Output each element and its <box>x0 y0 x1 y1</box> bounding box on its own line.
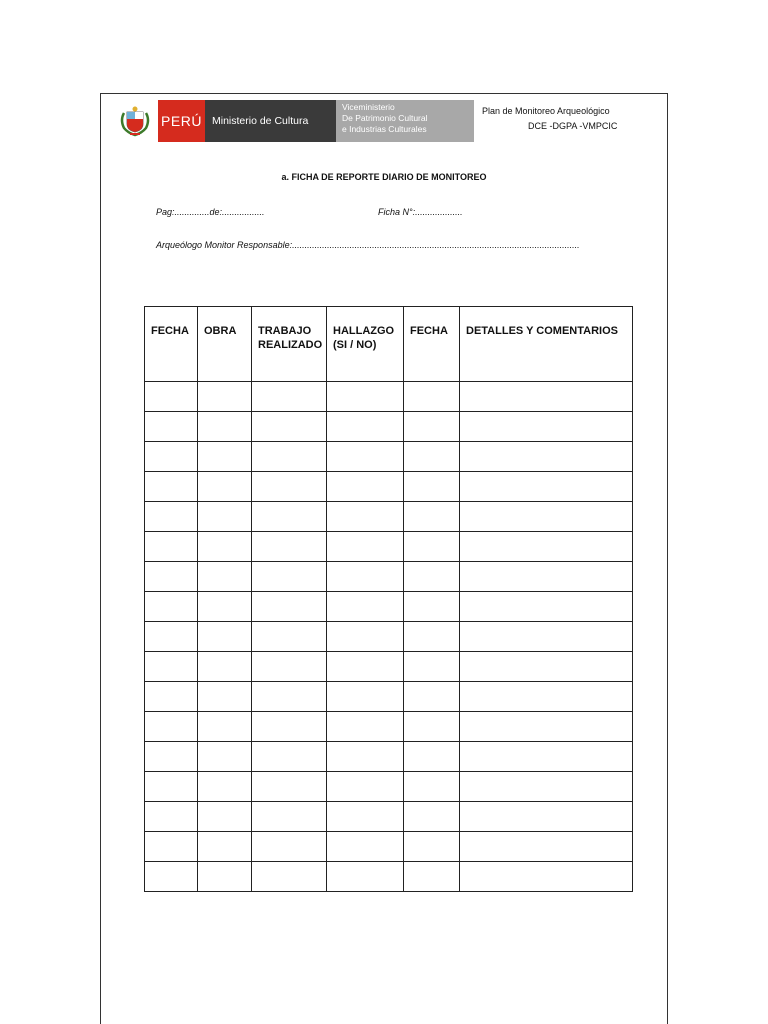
table-cell <box>404 682 460 712</box>
table-cell <box>460 472 633 502</box>
table-cell <box>327 712 404 742</box>
table-cell <box>145 712 198 742</box>
table-cell <box>404 592 460 622</box>
table-row <box>145 832 633 862</box>
table-cell <box>145 532 198 562</box>
table-cell <box>145 472 198 502</box>
table-cell <box>404 502 460 532</box>
table-cell <box>404 382 460 412</box>
table-cell <box>327 562 404 592</box>
table-row <box>145 742 633 772</box>
column-header-hallazgo: HALLAZGO (SI / NO) <box>327 307 404 382</box>
table-cell <box>198 772 252 802</box>
table-cell <box>252 472 327 502</box>
table-cell <box>404 652 460 682</box>
table-cell <box>252 742 327 772</box>
viceministry-label <box>336 100 474 142</box>
table-cell <box>404 742 460 772</box>
vice-line: De Patrimonio Cultural <box>342 113 428 123</box>
table-cell <box>327 862 404 892</box>
letterhead <box>118 100 474 142</box>
table-cell <box>198 412 252 442</box>
table-cell <box>460 382 633 412</box>
table-cell <box>404 772 460 802</box>
table-cell <box>145 682 198 712</box>
ministry-label: Ministerio de Cultura <box>205 100 336 142</box>
table-cell <box>145 562 198 592</box>
coat-of-arms-icon <box>118 104 152 138</box>
table-cell <box>460 682 633 712</box>
table-cell <box>460 622 633 652</box>
table-cell <box>404 862 460 892</box>
table-cell <box>252 682 327 712</box>
table-cell <box>145 862 198 892</box>
table-row <box>145 382 633 412</box>
table-cell <box>404 442 460 472</box>
plan-code: DCE -DGPA -VMPCIC <box>528 121 618 131</box>
table-cell <box>327 412 404 442</box>
table-cell <box>198 442 252 472</box>
table-header-row <box>145 307 633 382</box>
table-cell <box>460 412 633 442</box>
table-cell <box>198 562 252 592</box>
table-row <box>145 472 633 502</box>
table-cell <box>252 412 327 442</box>
table-cell <box>327 622 404 652</box>
table-cell <box>252 622 327 652</box>
table-cell <box>145 622 198 652</box>
table-row <box>145 502 633 532</box>
table-row <box>145 532 633 562</box>
table-cell <box>145 652 198 682</box>
table-cell <box>252 802 327 832</box>
table-cell <box>327 742 404 772</box>
table-cell <box>198 712 252 742</box>
column-header-fecha-2: FECHA <box>404 307 460 382</box>
table-cell <box>252 862 327 892</box>
table-cell <box>460 592 633 622</box>
table-row <box>145 682 633 712</box>
column-header-detalles: DETALLES Y COMENTARIOS <box>460 307 633 382</box>
page-field: Pag:..............de:................. <box>156 207 265 217</box>
vice-line: Viceministerio <box>342 102 395 112</box>
table-cell <box>404 532 460 562</box>
table-cell <box>252 772 327 802</box>
table-cell <box>327 472 404 502</box>
table-cell <box>198 652 252 682</box>
vice-line: e Industrias Culturales <box>342 124 427 134</box>
column-header-trabajo: TRABAJO REALIZADO <box>252 307 327 382</box>
table-row <box>145 712 633 742</box>
table-cell <box>198 862 252 892</box>
column-header-obra: OBRA <box>198 307 252 382</box>
table-cell <box>252 562 327 592</box>
peru-label: PERÚ <box>158 100 205 142</box>
table-cell <box>327 442 404 472</box>
table-cell <box>198 802 252 832</box>
table-cell <box>252 532 327 562</box>
table-cell <box>252 652 327 682</box>
table-body <box>145 382 633 892</box>
table-cell <box>198 532 252 562</box>
table-cell <box>252 832 327 862</box>
table-cell <box>198 502 252 532</box>
document-title: a. FICHA DE REPORTE DIARIO DE MONITOREO <box>281 172 487 182</box>
table-row <box>145 412 633 442</box>
table-cell <box>198 472 252 502</box>
table-cell <box>327 802 404 832</box>
table-cell <box>327 772 404 802</box>
table-row <box>145 442 633 472</box>
table-cell <box>460 862 633 892</box>
ficha-field: Ficha N°:................... <box>378 207 463 217</box>
table-cell <box>145 442 198 472</box>
report-table <box>144 306 633 892</box>
table-row <box>145 802 633 832</box>
table-cell <box>252 442 327 472</box>
table-cell <box>145 592 198 622</box>
table-cell <box>252 502 327 532</box>
table-cell <box>404 832 460 862</box>
table-row <box>145 562 633 592</box>
table-cell <box>198 592 252 622</box>
table-cell <box>198 682 252 712</box>
table-cell <box>145 382 198 412</box>
table-cell <box>460 532 633 562</box>
table-cell <box>198 622 252 652</box>
table-cell <box>145 772 198 802</box>
table-row <box>145 772 633 802</box>
table-cell <box>145 412 198 442</box>
responsable-field: Arqueólogo Monitor Responsable:................................................................................................................... <box>156 240 580 250</box>
table-row <box>145 592 633 622</box>
table-cell <box>404 712 460 742</box>
table-row <box>145 652 633 682</box>
table-cell <box>145 802 198 832</box>
table-cell <box>460 652 633 682</box>
table-cell <box>460 712 633 742</box>
table-cell <box>460 772 633 802</box>
table-cell <box>327 592 404 622</box>
table-cell <box>327 532 404 562</box>
table-row <box>145 622 633 652</box>
table-cell <box>145 832 198 862</box>
table-cell <box>198 382 252 412</box>
column-header-fecha: FECHA <box>145 307 198 382</box>
table-cell <box>145 502 198 532</box>
table-cell <box>327 682 404 712</box>
table-cell <box>252 712 327 742</box>
table-cell <box>327 502 404 532</box>
table-cell <box>327 652 404 682</box>
table-cell <box>460 742 633 772</box>
table-cell <box>460 832 633 862</box>
table-cell <box>198 832 252 862</box>
table-cell <box>327 382 404 412</box>
table-cell <box>252 592 327 622</box>
table-cell <box>198 742 252 772</box>
table-cell <box>327 832 404 862</box>
table-cell <box>404 802 460 832</box>
table-cell <box>145 742 198 772</box>
plan-title: Plan de Monitoreo Arqueológico <box>482 106 610 116</box>
table-cell <box>404 562 460 592</box>
table-cell <box>460 562 633 592</box>
table-cell <box>460 802 633 832</box>
table-cell <box>404 472 460 502</box>
table-cell <box>404 622 460 652</box>
table-row <box>145 862 633 892</box>
table-cell <box>460 442 633 472</box>
table-cell <box>460 502 633 532</box>
table-cell <box>252 382 327 412</box>
table-cell <box>404 412 460 442</box>
